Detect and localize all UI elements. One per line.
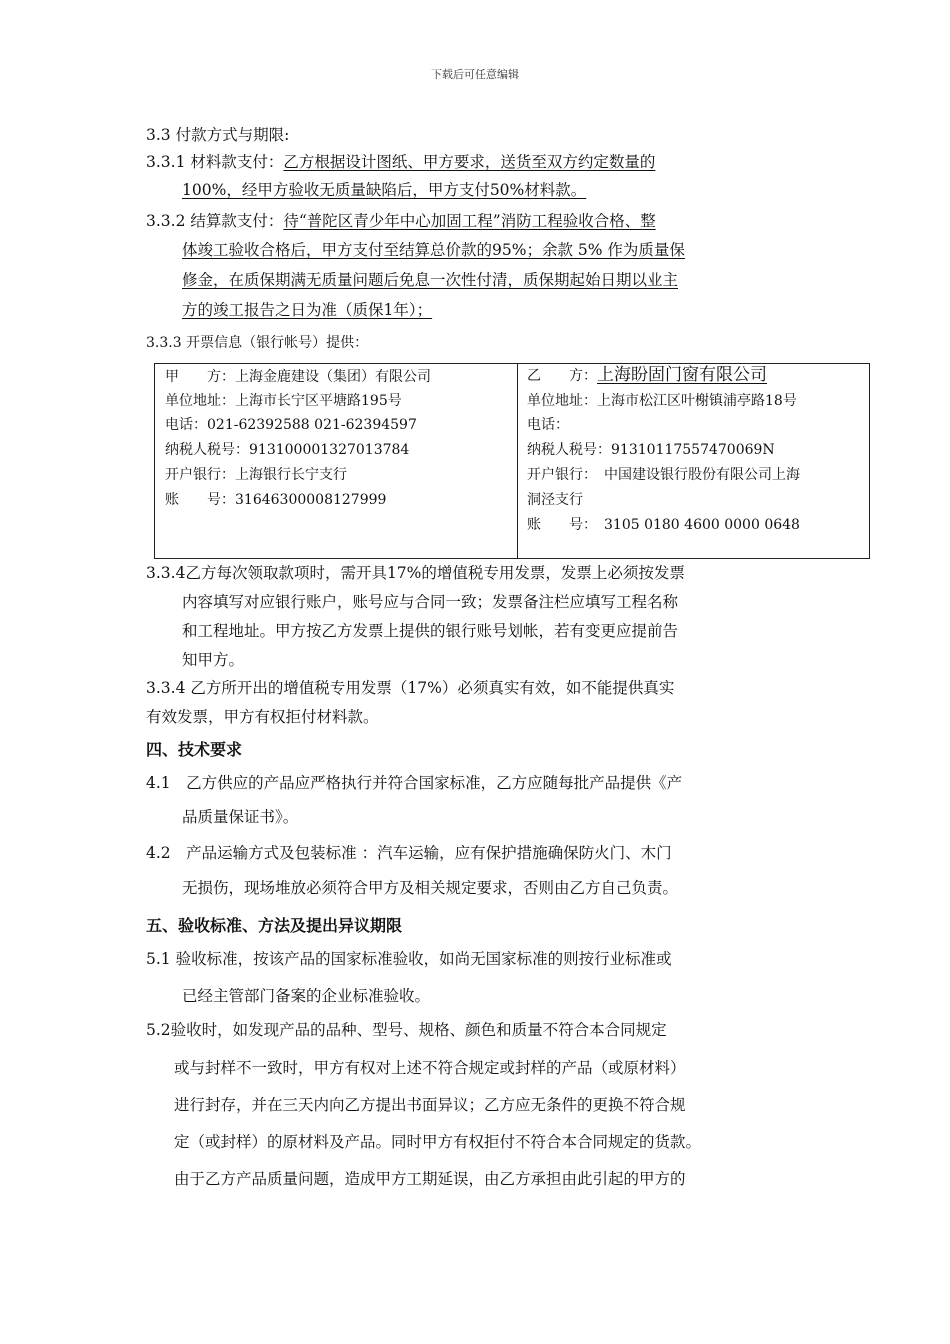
clause-5-2-line4: 定（或封样）的原材料及产品。同时甲方有权拒付不符合本合同规定的货款。 bbox=[174, 1133, 702, 1151]
clause-3-3-2-line3: 修金，在质保期满无质量问题后免息一次性付清，质保期起始日期以业主 bbox=[182, 271, 679, 289]
party-a-account: 账 号：31646300008127999 bbox=[165, 492, 387, 508]
party-a-address: 单位地址：上海市长宁区平塘路195号 bbox=[165, 393, 402, 409]
clause-3-3-1-lead: 3.3.1 材料款支付： bbox=[146, 153, 284, 171]
clause-5-2-line5: 由于乙方产品质量问题，造成甲方工期延误，由乙方承担由此引起的甲方的 bbox=[174, 1170, 686, 1188]
party-b-account: 账 号： 3105 0180 4600 0000 0648 bbox=[527, 517, 800, 533]
party-b-name-row bbox=[527, 365, 767, 386]
party-a-tax-id: 纳税人税号：913100001327013784 bbox=[165, 442, 410, 458]
section-5-title: 五、验收标准、方法及提出异议期限 bbox=[146, 916, 403, 935]
clause-3-3-1-text: 乙方根据设计图纸、甲方要求，送货至双方约定数量的 bbox=[283, 153, 656, 171]
clause-3-3-2-line4: 方的竣工报告之日为准（质保1年）； bbox=[182, 301, 433, 319]
party-a-name: 上海金鹿建设（集团）有限公司 bbox=[235, 369, 431, 385]
clause-3-3-4a-line4: 知甲方。 bbox=[182, 651, 245, 669]
party-b-phone: 电话： bbox=[527, 417, 569, 433]
clause-3-3-2-text: 待“普陀区青少年中心加固工程”消防工程验收合格、整 bbox=[283, 212, 656, 230]
clause-3-3-2-line1 bbox=[146, 210, 656, 232]
invoice-info-table bbox=[154, 363, 870, 559]
party-a-label: 甲 方： bbox=[165, 369, 235, 385]
clause-4-2-line1: 4.2 产品运输方式及包装标准 ：汽车运输，应有保护措施确保防火门、木门 bbox=[146, 844, 672, 862]
party-b-bank-branch: 洞泾支行 bbox=[527, 492, 583, 508]
clause-3-3-4a-line1: 3.3.4乙方每次领取款项时，需开具17%的增值税专用发票，发票上必须按发票 bbox=[146, 564, 685, 582]
clause-3-3-4b-line2: 有效发票，甲方有权拒付材料款。 bbox=[146, 708, 379, 726]
party-b-label: 乙 方： bbox=[527, 368, 597, 384]
party-b-name: 上海盼固门窗有限公司 bbox=[597, 365, 767, 385]
clause-3-3-1-line1 bbox=[146, 151, 655, 173]
clause-3-3-4a-line3: 和工程地址。甲方按乙方发票上提供的银行账号划帐，若有变更应提前告 bbox=[182, 622, 679, 640]
clause-3-3-2-line2: 体竣工验收合格后，甲方支付至结算总价款的95%；余款 5% 作为质量保 bbox=[182, 241, 685, 259]
party-a-phone: 电话：021-62392588 021-62394597 bbox=[165, 417, 417, 433]
clause-5-1-line1: 5.1 验收标准，按该产品的国家标准验收，如尚无国家标准的则按行业标准或 bbox=[146, 950, 672, 968]
clause-4-1-line1: 4.1 乙方供应的产品应严格执行并符合国家标准，乙方应随每批产品提供《产 bbox=[146, 774, 683, 792]
clause-5-2-line2: 或与封样不一致时，甲方有权对上述不符合规定或封样的产品（或原材料） bbox=[174, 1059, 686, 1077]
party-a-bank: 开户银行：上海银行长宁支行 bbox=[165, 467, 347, 483]
clause-4-2-line2: 无损伤，现场堆放必须符合甲方及相关规定要求，否则由乙方自己负责。 bbox=[182, 879, 679, 897]
party-b-bank: 开户银行： 中国建设银行股份有限公司上海 bbox=[527, 467, 800, 483]
clause-3-3-4a-line2: 内容填写对应银行账户，账号应与合同一致；发票备注栏应填写工程名称 bbox=[182, 593, 679, 611]
clause-3-3-4b-line1: 3.3.4 乙方所开出的增值税专用发票（17%）必须真实有效，如不能提供真实 bbox=[146, 679, 675, 697]
table-divider bbox=[517, 364, 518, 558]
clause-5-1-line2: 已经主管部门备案的企业标准验收。 bbox=[182, 987, 431, 1005]
party-b-address: 单位地址：上海市松江区叶榭镇浦亭路18号 bbox=[527, 393, 797, 409]
clause-5-2-line3: 进行封存，并在三天内向乙方提出书面异议；乙方应无条件的更换不符合规 bbox=[174, 1096, 686, 1114]
clause-4-1-line2: 品质量保证书》。 bbox=[182, 808, 299, 826]
section-3-3-title: 3.3 付款方式与期限: bbox=[146, 126, 290, 144]
clause-3-3-3: 3.3.3 开票信息（银行帐号）提供： bbox=[146, 335, 369, 351]
party-b-tax-id: 纳税人税号：91310117557470069N bbox=[527, 442, 775, 458]
section-4-title: 四、技术要求 bbox=[146, 740, 243, 759]
clause-3-3-1-line2: 100%，经甲方验收无质量缺陷后，甲方支付50%材料款。 bbox=[182, 181, 587, 199]
clause-3-3-2-lead: 3.3.2 结算款支付： bbox=[146, 212, 284, 230]
page-header-note: 下载后可任意编辑 bbox=[431, 68, 519, 81]
clause-5-2-line1: 5.2验收时，如发现产品的品种、型号、规格、颜色和质量不符合本合同规定 bbox=[146, 1021, 667, 1039]
party-a-name-row bbox=[165, 367, 431, 387]
